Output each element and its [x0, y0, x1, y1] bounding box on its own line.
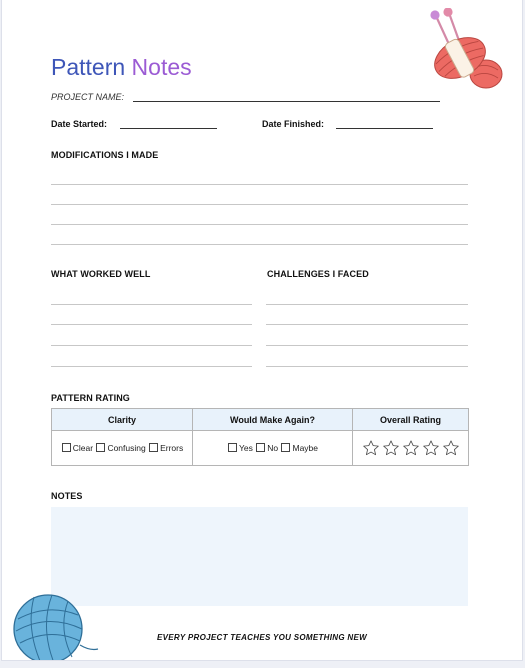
make-again-header: Would Make Again? [193, 409, 353, 431]
checkbox-icon[interactable] [96, 443, 105, 452]
writing-line[interactable] [51, 204, 468, 205]
writing-line[interactable] [266, 366, 468, 367]
project-name-line[interactable] [133, 101, 440, 102]
overall-rating-header: Overall Rating [353, 409, 469, 431]
checkbox-icon[interactable] [62, 443, 71, 452]
notes-heading: NOTES [51, 491, 83, 501]
worked-well-heading: WHAT WORKED WELL [51, 269, 151, 279]
option-yes: Yes [238, 443, 253, 453]
option-maybe: Maybe [292, 443, 318, 453]
yarn-with-needles-icon [416, 8, 508, 92]
date-started-label: Date Started: [51, 119, 108, 129]
pattern-rating-heading: PATTERN RATING [51, 393, 130, 403]
worksheet-page [2, 0, 522, 660]
rating-table [51, 408, 469, 466]
checkbox-icon[interactable] [256, 443, 265, 452]
writing-line[interactable] [266, 345, 468, 346]
writing-line[interactable] [51, 184, 468, 185]
option-clear: Clear [72, 443, 94, 453]
date-finished-label: Date Finished: [262, 119, 325, 129]
blue-yarn-ball-icon [8, 585, 100, 660]
checkbox-icon[interactable] [228, 443, 237, 452]
star-icon[interactable] [382, 439, 400, 457]
star-icon[interactable] [362, 439, 380, 457]
clarity-cell [52, 431, 193, 466]
notes-area[interactable] [51, 507, 468, 606]
option-errors: Errors [160, 443, 184, 453]
star-icon[interactable] [442, 439, 460, 457]
checkbox-icon[interactable] [149, 443, 158, 452]
star-icon[interactable] [402, 439, 420, 457]
star-icon[interactable] [422, 439, 440, 457]
date-started-line[interactable] [120, 128, 217, 129]
writing-line[interactable] [51, 366, 252, 367]
writing-line[interactable] [51, 224, 468, 225]
challenges-heading: CHALLENGES I FACED [267, 269, 369, 279]
writing-line[interactable] [266, 324, 468, 325]
star-rating[interactable] [361, 442, 461, 452]
option-confusing: Confusing [107, 443, 146, 453]
checkbox-icon[interactable] [281, 443, 290, 452]
writing-line[interactable] [266, 304, 468, 305]
option-no: No [267, 443, 279, 453]
modifications-heading: MODIFICATIONS I MADE [51, 150, 159, 160]
writing-line[interactable] [51, 324, 252, 325]
date-finished-line[interactable] [336, 128, 433, 129]
footer-tagline: EVERY PROJECT TEACHES YOU SOMETHING NEW [157, 633, 367, 642]
writing-line[interactable] [51, 304, 252, 305]
project-name-label: PROJECT NAME: [51, 92, 125, 102]
writing-line[interactable] [51, 244, 468, 245]
clarity-header: Clarity [52, 409, 193, 431]
make-again-cell [193, 431, 353, 466]
overall-rating-cell [353, 431, 469, 466]
page-title: Pattern Notes [51, 54, 192, 80]
writing-line[interactable] [51, 345, 252, 346]
